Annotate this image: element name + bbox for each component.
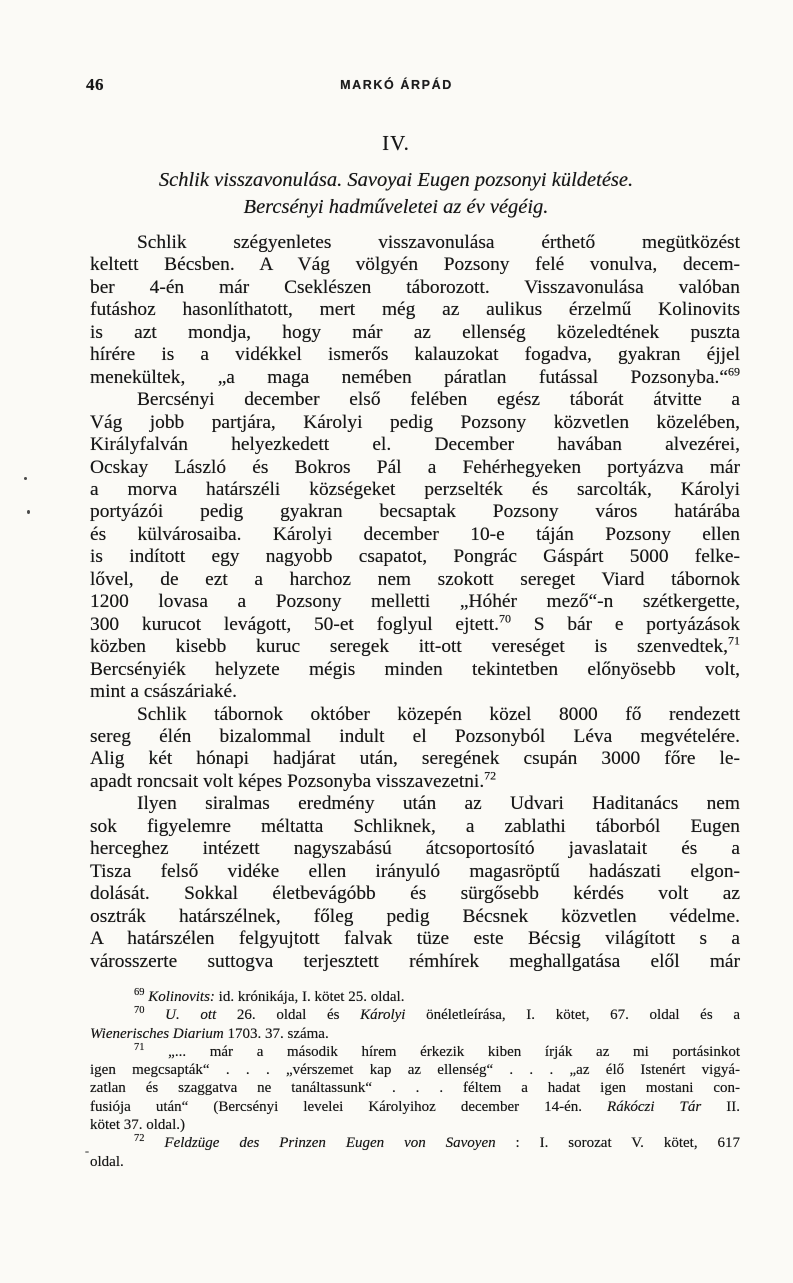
body-line: Alig két hónapi hadjárat után, seregének csupán 3000 főre le- xyxy=(90,748,740,770)
scan-speck xyxy=(85,1151,89,1153)
footnote-line: oldal. xyxy=(90,1153,124,1170)
chapter-title-line: Bercsényi hadműveletei az év végéig. xyxy=(243,195,549,218)
body-line: Bercsényiék helyzete mégis minden tekintetben előnyösebb volt, xyxy=(90,658,740,680)
chapter-title-line: Schlik visszavonulása. Savoyai Eugen pozsonyi küldetése. xyxy=(158,169,634,191)
body-paragraph xyxy=(90,232,740,389)
body-line: menekültek, „a maga nemében páratlan futással Pozsonyba.“$^{69}$ xyxy=(90,364,740,388)
body-line: városszerte suttogva terjesztett rémhírek meghallgatása elől már xyxy=(90,950,740,972)
body-line: osztrák határszélnek, főleg pedig Bécsnek közvetlen védelme. xyxy=(90,905,740,927)
body-line: 1200 lovasa a Pozsony melletti „Hóhér mező“-n szétkergette, xyxy=(90,591,740,613)
body-line: keltett Bécsben. A Vág völgyén Pozsony felé vonulva, decem- xyxy=(90,254,740,276)
body-line: és külvárosaiba. Károlyi december 10-e táján Pozsony ellen xyxy=(90,523,740,545)
footnote-line: $^{71}$ „... már a második hírem érkezik kiben írják az mi portásinkot xyxy=(134,1041,740,1060)
body-line: sok figyelemre méltatta Schliknek, a zablathi táborból Eugen xyxy=(90,815,740,837)
footnote-line: kötet 37. oldal.) xyxy=(90,1117,185,1134)
chapter-title xyxy=(71,167,721,220)
body-text xyxy=(90,232,740,973)
footnote-line: $^{72}$ Feldzüge des Prinzen Eugen von Savoyen : I. sorozat V. kötet, 617 xyxy=(134,1133,740,1152)
page-number: 46 xyxy=(86,75,104,94)
footnote xyxy=(90,1043,740,1134)
page-content xyxy=(90,131,740,973)
footnotes xyxy=(90,988,740,1171)
body-line: Tisza felső vidéke ellen irányuló magasröptű hadászati elgon- xyxy=(90,860,740,882)
footnote-line: igen megcsapták“ . . . „vérszemet kap az ellenség“ . . . „az élő Istenért vigyá- xyxy=(90,1062,740,1079)
body-line: a morva határszéli községeket perzselték és sarcolták, Károlyi xyxy=(90,478,740,500)
body-paragraph xyxy=(90,389,740,703)
body-line: Vág jobb partjára, Károlyi pedig Pozsony közvetlen közelében, xyxy=(90,411,740,433)
scan-speck xyxy=(24,477,27,480)
body-line: is indított egy nagyobb csapatot, Pongrác Gáspárt 5000 felke- xyxy=(90,546,740,568)
footnote-line: $^{70}$ U. ott 26. oldal és Károlyi önéletleírása, I. kötet, 67. oldal és a xyxy=(134,1005,740,1024)
body-line: mint a császáriaké. xyxy=(90,681,237,703)
footnote-line: Wienerisches Diarium 1703. 37. száma. xyxy=(90,1025,329,1042)
body-line: 300 kurucot levágott, 50-et foglyul ejtett.$^{70}$ S bár e portyázások xyxy=(90,611,740,635)
body-line: sereg élén bizalommal indult el Pozsonyból Léva megvételére. xyxy=(90,725,740,747)
scan-speck xyxy=(27,510,30,514)
body-line: portyázói pedig gyakran becsaptak Pozsony város határába xyxy=(90,501,740,523)
footnote xyxy=(90,1006,740,1043)
body-line: ber 4-én már Cseklészen táborozott. Visszavonulása valóban xyxy=(90,276,740,298)
body-line: Schlik tábornok október közepén közel 8000 fő rendezett xyxy=(137,703,740,725)
body-line: hírére is a vidékkel ismerős kalauzokat fogadva, gyakran éjjel xyxy=(90,344,740,366)
body-paragraph xyxy=(90,704,740,794)
body-line: Ilyen siralmas eredmény után az Udvari Haditanács nem xyxy=(137,793,740,815)
body-line: apadt roncsait volt képes Pozsonyba visszavezetni.$^{72}$ xyxy=(90,768,497,792)
section-number: IV. xyxy=(382,131,410,155)
body-line: Schlik szégyenletes visszavonulása érthető megütközést xyxy=(137,232,740,253)
body-line: A határszélen felgyujtott falvak tüze este Bécsig világított s a xyxy=(90,928,740,950)
footnote-line: zatlan és szaggatva ne tanáltassunk“ . . . féltem a hadat igen mostani con- xyxy=(90,1080,740,1097)
footnote xyxy=(90,988,740,1006)
body-line: Bercsényi december első felében egész táborát átvitte a xyxy=(137,389,740,411)
footnote-line: $^{69}$ Kolinovits: id. krónikája, I. kötet 25. oldal. xyxy=(134,987,405,1005)
body-line: Ocskay László és Bokros Pál a Fehérhegyeken portyázva már xyxy=(90,456,740,478)
body-line: közben kisebb kuruc seregek itt-ott vereséget is szenvedtek,$^{71}$ xyxy=(90,633,740,658)
body-line: dolását. Sokkal életbevágóbb és sürgősebb kérdés volt az xyxy=(90,883,740,905)
footnote-line: fusiója után“ (Bercsényi levelei Károlyihoz december 14-én. Rákóczi Tár II. xyxy=(90,1098,740,1115)
body-paragraph xyxy=(90,793,740,973)
body-line: is azt mondja, hogy már az ellenség közeledtének puszta xyxy=(90,321,740,343)
body-line: futáshoz hasonlíthatott, mert még az aulikus érzelmű Kolinovits xyxy=(90,299,740,321)
body-line: herceghez intézett nagyszabású átcsoportosító javaslatait és a xyxy=(90,838,740,860)
running-header: MARKÓ ÁRPÁD xyxy=(340,78,453,92)
footnote xyxy=(90,1134,740,1171)
body-line: Királyfalván helyezkedett el. December havában alvezérei, xyxy=(90,434,740,456)
body-line: lővel, de ezt a harchoz nem szokott sereget Viard tábornok xyxy=(90,568,740,590)
